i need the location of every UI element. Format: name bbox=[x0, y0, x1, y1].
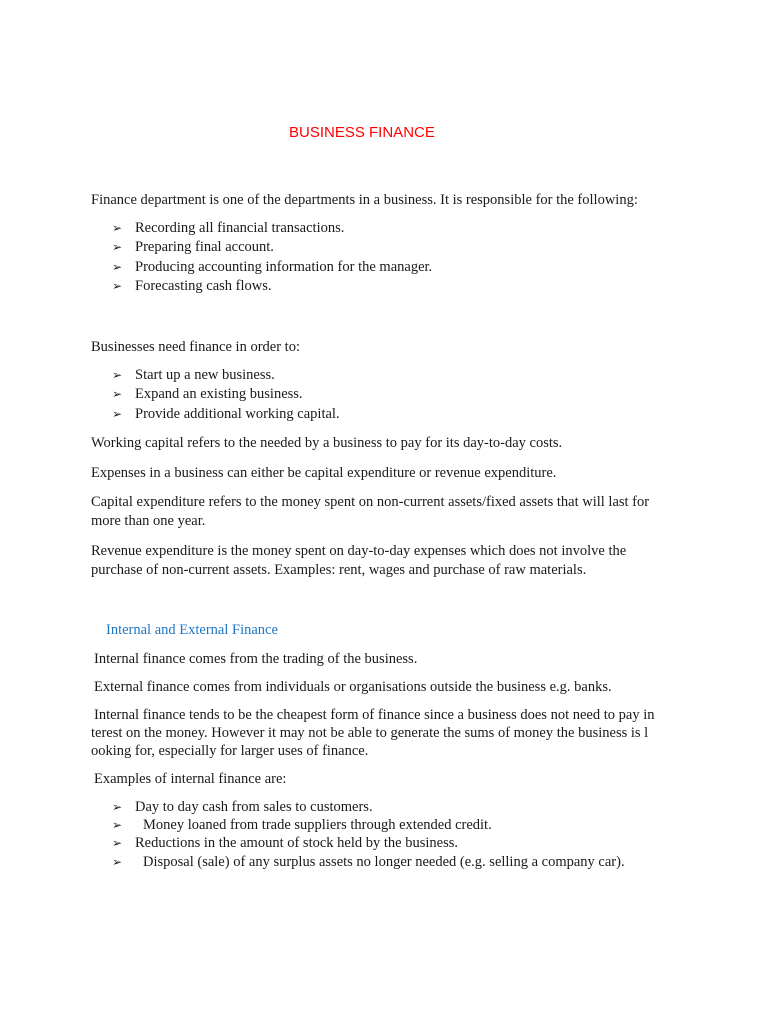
paragraph-line: Capital expenditure refers to the money spent on non-current assets/fixed assets that will last for bbox=[91, 494, 650, 510]
responsibilities-list bbox=[112, 219, 432, 296]
document-title: BUSINESS FINANCE bbox=[289, 124, 435, 141]
list-item-text: Producing accounting information for the manager. bbox=[135, 258, 433, 275]
revenue-expenditure-paragraph bbox=[91, 542, 681, 580]
arrow-bullet-icon: ➢ bbox=[112, 818, 123, 833]
arrow-bullet-icon: ➢ bbox=[112, 387, 123, 402]
list-item-text: Reductions in the amount of stock held by the business. bbox=[135, 835, 458, 852]
list-item-text: Money loaned from trade suppliers through extended credit. bbox=[143, 817, 492, 834]
paragraph-line: terest on the money. However it may not be able to generate the sums of money the business is l bbox=[91, 725, 649, 741]
arrow-bullet-icon: ➢ bbox=[112, 278, 123, 293]
list-item bbox=[112, 238, 432, 257]
list-item bbox=[112, 385, 340, 404]
paragraph-line bbox=[91, 706, 681, 724]
list-item bbox=[112, 816, 625, 834]
examples-list bbox=[112, 798, 625, 871]
list-item-text: Expand an existing business. bbox=[135, 386, 303, 403]
paragraph-line: ooking for, especially for larger uses of finance. bbox=[91, 743, 369, 759]
list-item bbox=[112, 277, 432, 296]
arrow-bullet-icon: ➢ bbox=[112, 368, 123, 382]
arrow-bullet-icon: ➢ bbox=[112, 240, 123, 255]
arrow-bullet-icon: ➢ bbox=[112, 800, 123, 814]
list-item bbox=[112, 834, 625, 852]
capital-expenditure-paragraph bbox=[91, 493, 681, 531]
arrow-bullet-icon: ➢ bbox=[112, 259, 123, 274]
internal-finance-paragraph: Internal finance comes from the trading of the business. bbox=[94, 651, 418, 667]
arrow-bullet-icon: ➢ bbox=[112, 406, 123, 421]
list-item bbox=[112, 853, 625, 871]
examples-intro: Examples of internal finance are: bbox=[94, 771, 287, 787]
list-item-text: Provide additional working capital. bbox=[135, 405, 340, 422]
list-item bbox=[112, 219, 432, 238]
paragraph-line: purchase of non-current assets. Examples: rent, wages and purchase of raw materials. bbox=[91, 562, 587, 578]
expenses-paragraph: Expenses in a business can either be capital expenditure or revenue expenditure. bbox=[91, 465, 557, 481]
list-item bbox=[112, 366, 340, 385]
arrow-bullet-icon: ➢ bbox=[112, 221, 123, 235]
list-item bbox=[112, 798, 625, 816]
paragraph-line: more than one year. bbox=[91, 513, 206, 529]
paragraph-line-text: Internal finance tends to be the cheapest form of finance since a business does not need to pay in bbox=[94, 707, 655, 723]
list-item-text: Day to day cash from sales to customers. bbox=[135, 799, 373, 815]
needs-list bbox=[112, 366, 340, 424]
paragraph-line: Revenue expenditure is the money spent on day-to-day expenses which does not involve the bbox=[91, 543, 627, 559]
list-item-text: Disposal (sale) of any surplus assets no longer needed (e.g. selling a company car). bbox=[143, 853, 625, 870]
arrow-bullet-icon: ➢ bbox=[112, 854, 123, 869]
section-heading: Internal and External Finance bbox=[106, 622, 278, 638]
list-item bbox=[112, 258, 432, 277]
list-item-text: Recording all financial transactions. bbox=[135, 220, 345, 236]
working-capital-paragraph: Working capital refers to the needed by a business to pay for its day-to-day costs. bbox=[91, 435, 563, 451]
list-item-text: Forecasting cash flows. bbox=[135, 277, 272, 294]
list-item-text: Start up a new business. bbox=[135, 367, 275, 383]
cheapest-finance-paragraph bbox=[91, 706, 681, 760]
needs-intro: Businesses need finance in order to: bbox=[91, 339, 300, 355]
external-finance-paragraph: External finance comes from individuals or organisations outside the business e.g. banks. bbox=[94, 679, 612, 695]
list-item bbox=[112, 405, 340, 424]
intro-paragraph: Finance department is one of the departments in a business. It is responsible for the following: bbox=[91, 192, 638, 208]
list-item-text: Preparing final account. bbox=[135, 239, 274, 256]
arrow-bullet-icon: ➢ bbox=[112, 836, 123, 851]
